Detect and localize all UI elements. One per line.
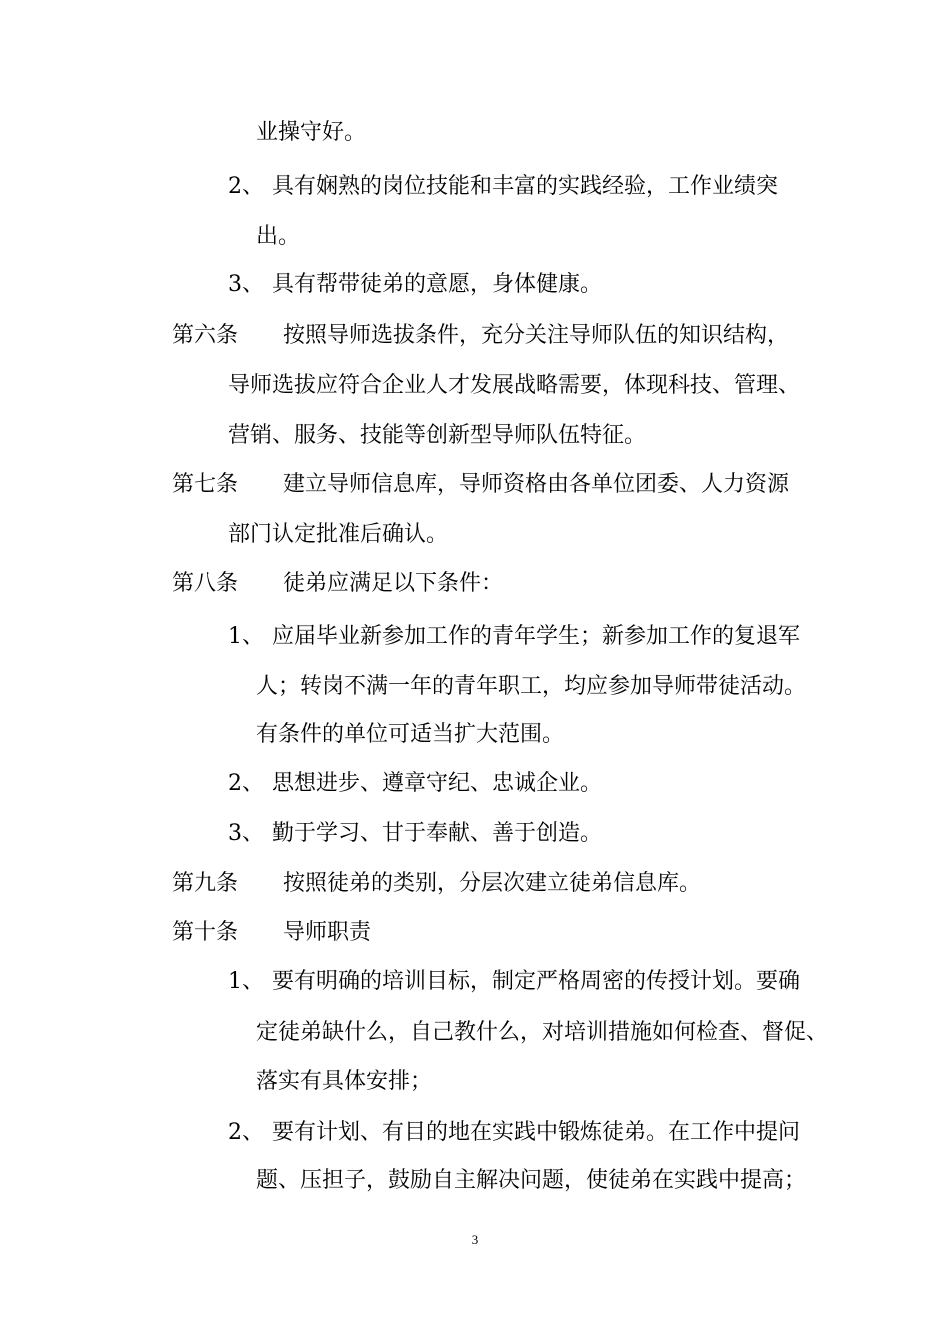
list-item-number: 3、 [228, 272, 264, 297]
text-line: 要有计划、有目的地在实践中锻炼徒弟。在工作中提问 [272, 1120, 801, 1145]
list-item-number: 2、 [228, 771, 264, 796]
text-line: 营销、服务、技能等创新型导师队伍特征。 [228, 423, 647, 448]
text-line: 落实有具体安排； [256, 1069, 433, 1094]
list-item-number: 3、 [228, 821, 264, 846]
text-line: 勤于学习、甘于奉献、善于创造。 [272, 821, 603, 846]
text-line: 人；转岗不满一年的青年职工，均应参加导师带徒活动。 [256, 674, 807, 699]
text-line: 业操守好。 [256, 120, 367, 145]
text-line: 按照导师选拔条件，充分关注导师队伍的知识结构， [283, 323, 790, 348]
text-line: 导师职责 [283, 920, 372, 945]
text-line: 建立导师信息库，导师资格由各单位团委、人力资源 [283, 472, 790, 497]
text-line: 题、压担子，鼓励自主解决问题，使徒弟在实践中提高； [256, 1168, 807, 1193]
text-line: 导师选拔应符合企业人才发展战略需要，体现科技、管理、 [228, 373, 801, 398]
article-heading: 第八条 [172, 571, 239, 596]
list-item-number: 1、 [228, 624, 264, 649]
text-line: 部门认定批准后确认。 [228, 522, 449, 547]
list-item-number: 2、 [228, 174, 264, 199]
list-item-number: 2、 [228, 1120, 264, 1145]
text-line: 定徒弟缺什么，自己教什么，对培训措施如何检查、督促、 [256, 1020, 829, 1045]
text-line: 应届毕业新参加工作的青年学生；新参加工作的复退军 [272, 624, 801, 649]
text-line: 出。 [256, 224, 301, 249]
page-number: 3 [471, 1232, 479, 1247]
list-item-number: 1、 [228, 969, 264, 994]
article-heading: 第六条 [172, 323, 239, 348]
text-line: 按照徒弟的类别，分层次建立徒弟信息库。 [283, 871, 702, 896]
text-line: 具有帮带徒弟的意愿，身体健康。 [272, 272, 603, 297]
text-line: 思想进步、遵章守纪、忠诚企业。 [272, 771, 603, 796]
text-line: 具有娴熟的岗位技能和丰富的实践经验，工作业绩突 [272, 174, 779, 199]
article-heading: 第七条 [172, 472, 239, 497]
text-line: 有条件的单位可适当扩大范围。 [256, 722, 565, 747]
article-heading: 第九条 [172, 871, 239, 896]
article-heading: 第十条 [172, 920, 239, 945]
text-line: 要有明确的培训目标，制定严格周密的传授计划。要确 [272, 969, 801, 994]
text-line: 徒弟应满足以下条件： [283, 571, 504, 596]
